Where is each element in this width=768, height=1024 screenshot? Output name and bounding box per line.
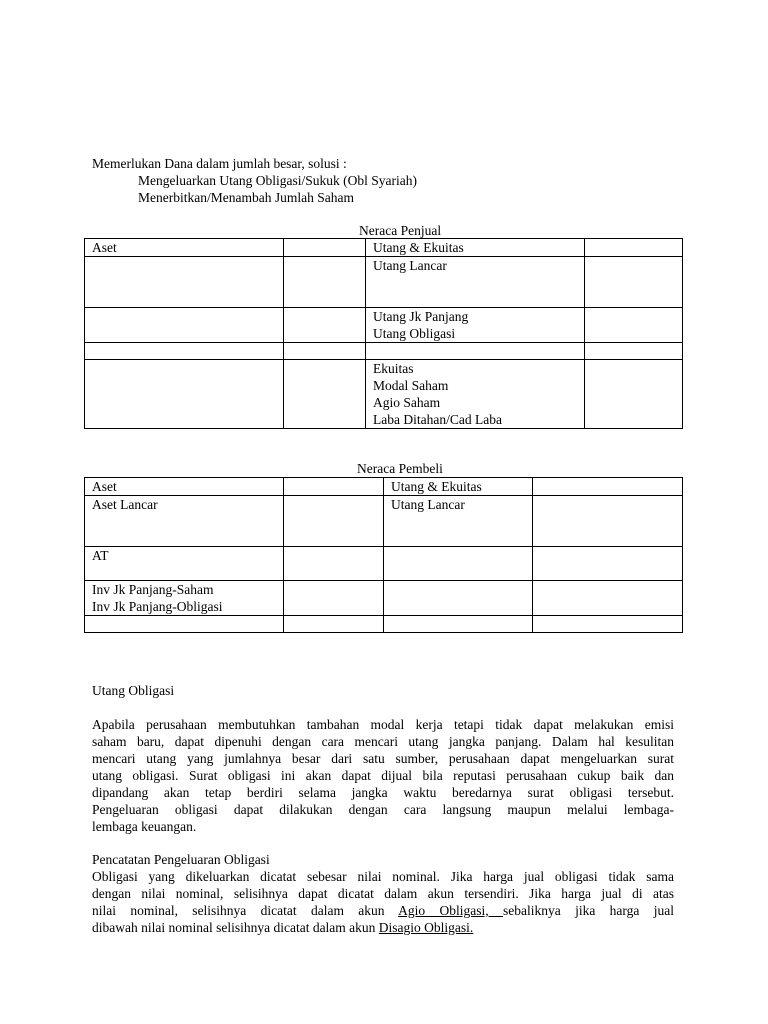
table-row [85,360,683,429]
account-label: Utang Jk Panjang [373,309,469,324]
header-utang-ekuitas: Utang & Ekuitas [366,239,585,257]
paragraph-line: dipandang akan tetap berdiri selama jangka waktu beredarnya surat obligasi tersebut. [92,785,674,800]
intro-heading: Memerlukan Dana dalam jumlah besar, solusi : [92,156,347,171]
paragraph-line: utang obligasi. Surat obligasi ini akan dapat dijual bila reputasi perusahaan cukup baik dan [92,768,674,783]
table-row [85,239,683,257]
paragraph-line: nilai nominal, selisihnya dicatat dalam akun Agio Obligasi, sebaliknya jika harga jual [92,903,674,918]
account-label: Ekuitas [373,361,414,376]
account-label: AT [92,548,109,563]
solution-item: Mengeluarkan Utang Obligasi/Sukuk (Obl Syariah) [138,173,417,188]
account-label: Laba Ditahan/Cad Laba [373,412,502,427]
account-label: Inv Jk Panjang-Obligasi [92,599,223,614]
paragraph-line: mencari utang yang jumlahnya besar dari satu sumber, perusahaan dapat mengeluarkan surat [92,751,674,766]
paragraph-line: dibawah nilai nominal selisihnya dicatat dalam akun Disagio Obligasi. [92,920,474,935]
paragraph-line: Apabila perusahaan membutuhkan tambahan modal kerja tetapi tidak dapat melakukan emisi [92,717,674,732]
account-label: Utang Obligasi [373,326,456,341]
table-row [85,496,683,547]
neraca-pembeli-table [84,477,683,633]
paragraph-line: Obligasi yang dikeluarkan dicatat sebesar nilai nominal. Jika harga jual obligasi tidak sama [92,869,674,884]
account-label: Modal Saham [373,378,449,393]
paragraph-line: dengan nilai nominal, selisihnya dapat dicatat dalam akun tersendiri. Jika harga jual di atas [92,886,674,901]
paragraph-line: saham baru, dapat dipenuhi dengan cara mencari utang jangka panjang. Dalam hal kesulitan [92,734,674,749]
account-label: Inv Jk Panjang-Saham [92,582,214,597]
table-row [85,257,683,308]
table-row [85,581,683,616]
pencatatan-paragraph [92,868,674,936]
section-heading-pencatatan: Pencatatan Pengeluaran Obligasi [92,852,270,867]
table-row [85,343,683,360]
account-label: Agio Saham [373,395,441,410]
account-label: Utang Lancar [391,497,465,512]
agio-obligasi-term: Agio Obligasi, [398,903,503,918]
amount-cell [533,478,683,496]
paragraph-line: lembaga keuangan. [92,819,197,834]
paragraph-line: Pengeluaran obligasi dapat dilakukan dengan cara langsung maupun melalui lembaga- [92,802,674,817]
utang-obligasi-paragraph [92,716,674,835]
disagio-obligasi-term: Disagio Obligasi. [378,920,474,935]
neraca-pembeli-title: Neraca Pembeli [357,461,443,476]
header-aset: Aset [85,478,284,496]
table-row [85,478,683,496]
table-row [85,547,683,581]
neraca-penjual-title: Neraca Penjual [359,223,442,238]
account-label: Aset Lancar [92,497,158,512]
table-row [85,616,683,633]
section-heading-utang-obligasi: Utang Obligasi [92,683,175,698]
table-row [85,308,683,343]
amount-cell [585,239,683,257]
header-aset: Aset [85,239,284,257]
header-utang-ekuitas: Utang & Ekuitas [384,478,533,496]
solution-item: Menerbitkan/Menambah Jumlah Saham [138,190,354,205]
amount-cell [284,478,384,496]
neraca-penjual-table [84,238,683,429]
account-label: Utang Lancar [373,258,447,273]
amount-cell [284,239,366,257]
